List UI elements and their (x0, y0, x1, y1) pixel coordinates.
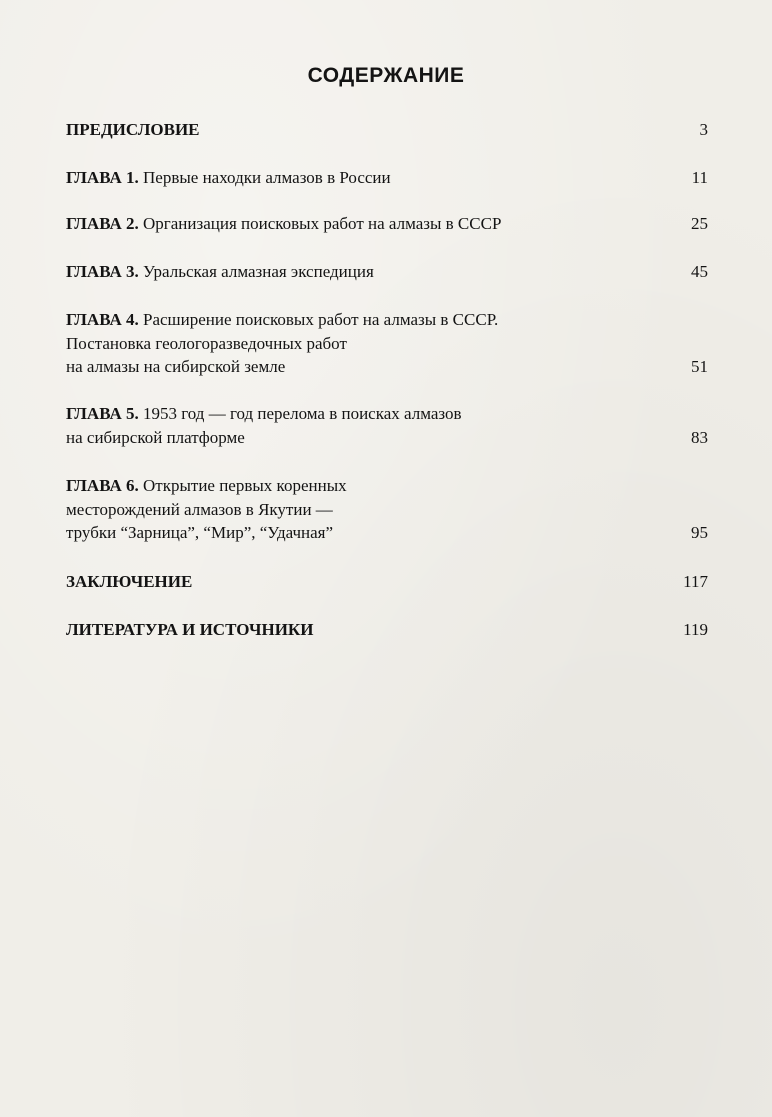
toc-entry-chapter-5 (66, 402, 708, 449)
toc-entry-label: ГЛАВА 4. (66, 310, 139, 329)
toc-entry-title-line: Расширение поисковых работ на алмазы в СССР. (143, 310, 499, 329)
toc-entry-page: 25 (691, 214, 708, 233)
toc-entry-page: 45 (691, 262, 708, 281)
toc-entry-chapter-3 (66, 260, 708, 284)
toc-entry-label: ГЛАВА 2. (66, 214, 139, 233)
toc-entry-label: ПРЕДИСЛОВИЕ (66, 120, 200, 139)
page-title: СОДЕРЖАНИЕ (307, 64, 465, 87)
toc-entry-page: 11 (691, 168, 708, 187)
toc-entry-title-line: месторождений алмазов в Якутии — (66, 499, 333, 519)
toc-entry-page: 95 (691, 523, 708, 542)
toc-entry-label: ЗАКЛЮЧЕНИЕ (66, 572, 193, 591)
toc-entry-chapter-4 (66, 308, 708, 379)
toc-entry-page: 51 (691, 357, 708, 376)
toc-entry-preface (66, 118, 708, 142)
toc-entry-label: ЛИТЕРАТУРА И ИСТОЧНИКИ (66, 620, 314, 639)
toc-entry-title-line: Постановка геологоразведочных работ (66, 333, 347, 353)
toc-entry-page: 117 (683, 572, 708, 591)
toc-entry-chapter-6 (66, 474, 708, 545)
toc-entry-conclusion (66, 570, 708, 594)
toc-entry-chapter-1 (66, 166, 708, 190)
toc-entry-page: 3 (699, 120, 708, 139)
toc-entry-title-line: 1953 год — год перелома в поисках алмазов (143, 404, 462, 423)
toc-entry-title-line: трубки “Зарница”, “Мир”, “Удачная” (66, 523, 334, 542)
toc-entry-label: ГЛАВА 3. (66, 262, 139, 281)
toc-entry-bibliography (66, 618, 708, 642)
toc-entry-title-line: на сибирской платформе (66, 427, 245, 447)
toc-entry-title-line: Организация поисковых работ на алмазы в СССР (143, 214, 502, 233)
toc-entry-label: ГЛАВА 5. (66, 404, 139, 423)
toc-entry-title-line: Уральская алмазная экспедиция (143, 262, 374, 281)
toc-entry-title-line: на алмазы на сибирской земле (66, 357, 286, 376)
toc-entry-page: 83 (691, 427, 708, 447)
toc-entry-title-line: Первые находки алмазов в России (143, 168, 391, 187)
toc-entry-label: ГЛАВА 6. (66, 476, 139, 495)
toc-entry-title-line: Открытие первых коренных (143, 476, 347, 495)
toc-entry-label: ГЛАВА 1. (66, 168, 139, 187)
toc-entry-chapter-2 (66, 212, 708, 236)
toc-entry-page: 119 (683, 620, 708, 639)
